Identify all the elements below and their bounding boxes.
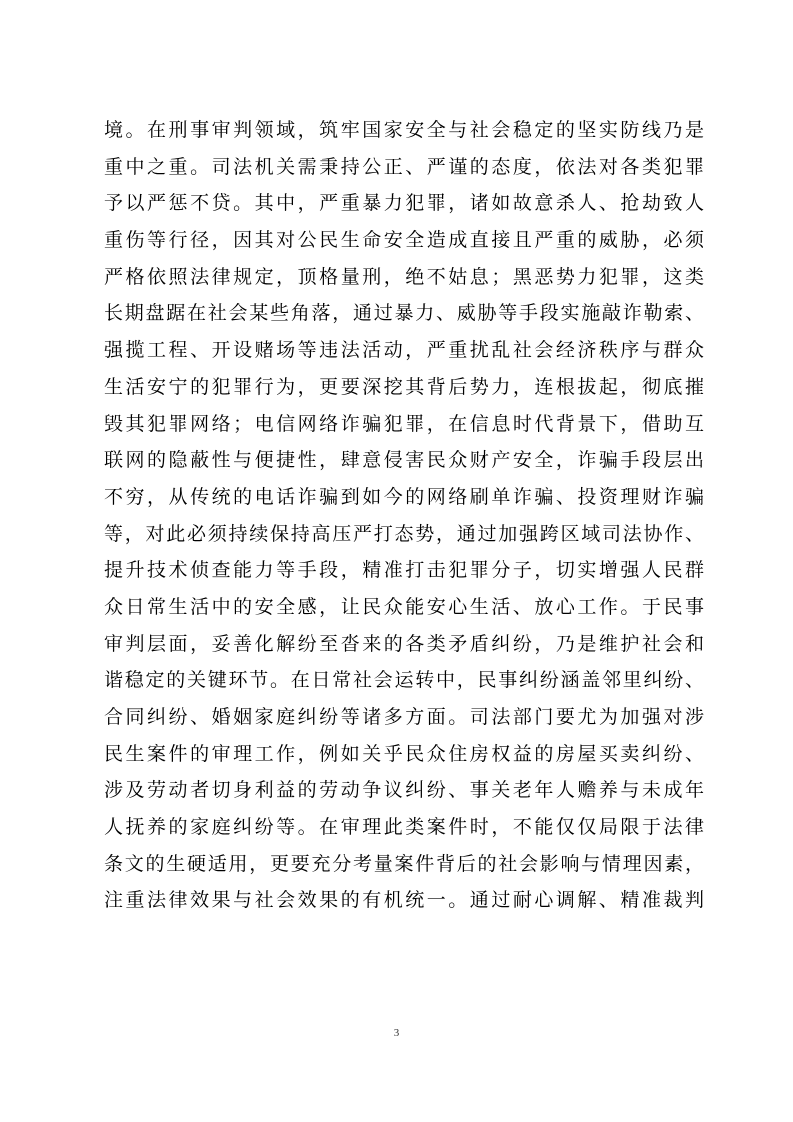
page-number: 3 xyxy=(393,1027,400,1039)
text-line: 重中之重。司法机关需秉持公正、严谨的态度，依法对各类犯罪 xyxy=(104,155,704,178)
text-line: 重伤等行径，因其对公民生命安全造成直接且严重的威胁，必须 xyxy=(104,229,704,252)
text-line: 不穷，从传统的电话诈骗到如今的网络刷单诈骗、投资理财诈骗 xyxy=(104,485,704,508)
text-line: 生活安宁的犯罪行为，更要深挖其背后势力，连根拔起，彻底摧 xyxy=(104,375,704,398)
text-line: 合同纠纷、婚姻家庭纠纷等诸多方面。司法部门要尤为加强对涉 xyxy=(104,706,704,728)
text-line: 毁其犯罪网络；电信网络诈骗犯罪，在信息时代背景下，借助互 xyxy=(104,412,704,435)
text-line: 境。在刑事审判领域，筑牢国家安全与社会稳定的坚实防线乃是 xyxy=(104,119,704,141)
text-line: 长期盘踞在社会某些角落，通过暴力、威胁等手段实施敲诈勒索、 xyxy=(104,302,704,325)
text-line: 众日常生活中的安全感，让民众能安心生活、放心工作。于民事 xyxy=(104,595,704,618)
text-line: 审判层面，妥善化解纷至沓来的各类矛盾纠纷，乃是维护社会和 xyxy=(104,632,704,655)
text-line: 提升技术侦查能力等手段，精准打击犯罪分子，切实增强人民群 xyxy=(104,559,704,582)
text-line: 人抚养的家庭纠纷等。在审理此类案件时，不能仅仅局限于法律 xyxy=(104,816,704,839)
text-line: 注重法律效果与社会效果的有机统一。通过耐心调解、精准裁判 xyxy=(104,889,704,912)
body-text xyxy=(104,112,704,919)
text-line: 民生案件的审理工作，例如关乎民众住房权益的房屋买卖纠纷、 xyxy=(104,742,704,765)
text-line: 谐稳定的关键环节。在日常社会运转中，民事纠纷涵盖邻里纠纷、 xyxy=(104,669,704,692)
text-line: 联网的隐蔽性与便捷性，肆意侵害民众财产安全，诈骗手段层出 xyxy=(104,449,704,472)
text-line: 条文的生硬适用，更要充分考量案件背后的社会影响与情理因素， xyxy=(104,852,704,875)
text-line: 涉及劳动者切身利益的劳动争议纠纷、事关老年人赡养与未成年 xyxy=(104,779,704,802)
text-line: 严格依照法律规定，顶格量刑，绝不姑息；黑恶势力犯罪，这类 xyxy=(104,265,704,288)
text-line: 等，对此必须持续保持高压严打态势，通过加强跨区域司法协作、 xyxy=(104,522,704,545)
text-line: 强揽工程、开设赌场等违法活动，严重扰乱社会经济秩序与群众 xyxy=(104,339,704,362)
text-line: 予以严惩不贷。其中，严重暴力犯罪，诸如故意杀人、抢劫致人 xyxy=(104,192,704,215)
